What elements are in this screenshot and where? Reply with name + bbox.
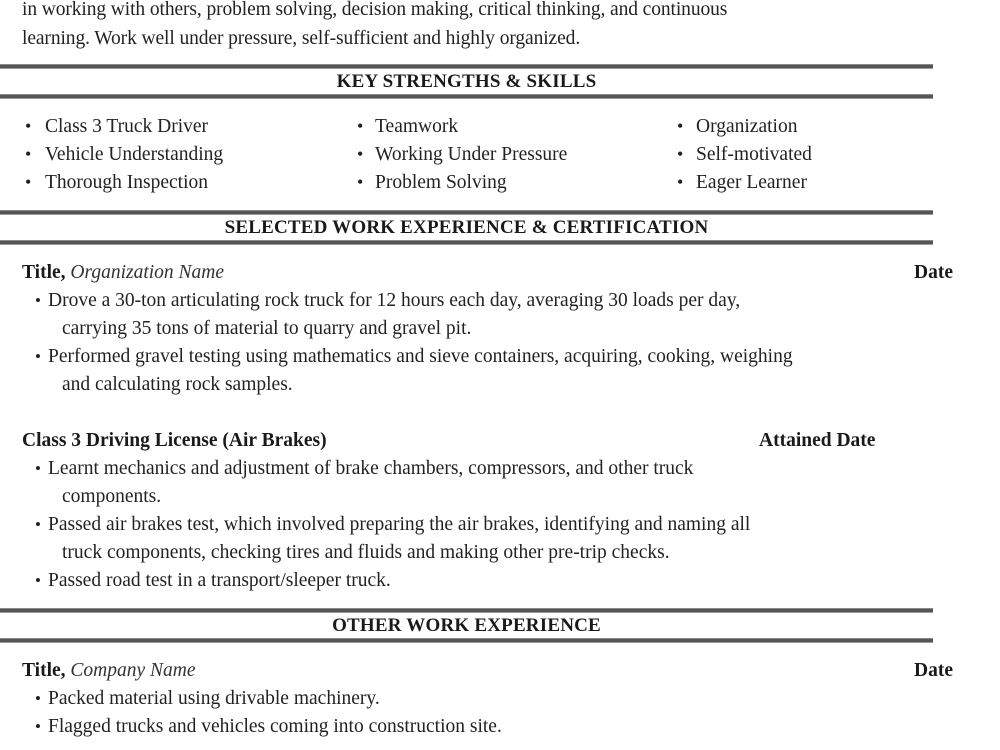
- bullet-icon: •: [25, 172, 32, 192]
- bullet-icon: •: [35, 347, 41, 366]
- bullet-item: • Passed air brakes test, which involved preparing the air brakes, identifying and naming all: [35, 514, 751, 535]
- job-title: Title: [22, 660, 61, 681]
- bullet-icon: •: [677, 172, 684, 192]
- bullet-item-continuation: and calculating rock samples.: [62, 374, 293, 395]
- bullet-icon: •: [357, 116, 364, 136]
- skill-item: • Problem Solving: [357, 172, 507, 193]
- entry-date: Attained Date: [759, 430, 876, 451]
- bullet-icon: •: [677, 144, 684, 164]
- section-rule-bottom: [0, 240, 933, 245]
- company-name: Company Name: [70, 660, 196, 681]
- bullet-item: • Packed material using drivable machinery.: [35, 688, 380, 709]
- section-heading-skills: KEY STRENGTHS & SKILLS: [336, 71, 597, 92]
- bullet-icon: •: [357, 144, 364, 164]
- skill-item: • Organization: [677, 116, 798, 137]
- section-heading-selected-experience: SELECTED WORK EXPERIENCE & CERTIFICATION: [224, 217, 709, 238]
- bullet-icon: •: [357, 172, 364, 192]
- bullet-icon: •: [35, 689, 41, 708]
- organization-name: Organization Name: [70, 262, 225, 283]
- bullet-item: • Flagged trucks and vehicles coming into construction site.: [35, 716, 502, 737]
- bullet-item-continuation: components.: [62, 486, 162, 507]
- bullet-icon: •: [35, 717, 41, 736]
- entry-title: [22, 430, 327, 452]
- skill-item: • Thorough Inspection: [25, 172, 209, 193]
- bullet-item: • Passed road test in a transport/sleeper truck.: [35, 570, 391, 591]
- bullet-item: • Performed gravel testing using mathematics and sieve containers, acquiring, cooking, weighing: [35, 346, 793, 367]
- section-rule-top: [0, 64, 933, 69]
- section-heading-other-experience: OTHER WORK EXPERIENCE: [332, 615, 601, 636]
- certification-title: Class 3 Driving License (Air Brakes): [22, 430, 327, 451]
- entry-title: Title, Company Name: [22, 660, 196, 681]
- skill-item: • Working Under Pressure: [357, 144, 568, 165]
- bullet-icon: •: [35, 515, 41, 534]
- bullet-icon: •: [35, 459, 41, 478]
- bullet-item: • Drove a 30-ton articulating rock truck for 12 hours each day, averaging 30 loads per day,: [35, 290, 741, 311]
- bullet-item-continuation: carrying 35 tons of material to quarry and gravel pit.: [62, 318, 472, 339]
- bullet-icon: •: [25, 144, 32, 164]
- summary-line-2: learning. Work well under pressure, self-sufficient and highly organized.: [22, 28, 581, 49]
- section-rule-top: [0, 608, 933, 613]
- summary-line-1: in working with others, problem solving, decision making, critical thinking, and continuous: [22, 0, 728, 20]
- bullet-icon: •: [677, 116, 684, 136]
- bullet-item: • Learnt mechanics and adjustment of brake chambers, compressors, and other truck: [35, 458, 694, 479]
- job-title: Title: [22, 262, 61, 283]
- skill-item: • Eager Learner: [677, 172, 807, 193]
- bullet-icon: •: [25, 116, 32, 136]
- entry-title: Title, Organization Name: [22, 262, 225, 283]
- section-rule-top: [0, 210, 933, 215]
- bullet-icon: •: [35, 571, 41, 590]
- section-rule-bottom: [0, 638, 933, 643]
- skill-item: • Teamwork: [357, 116, 459, 137]
- bullet-item-continuation: truck components, checking tires and fluids and making other pre-trip checks.: [62, 542, 670, 563]
- entry-date: Date: [914, 660, 953, 681]
- entry-date: Date: [914, 262, 953, 283]
- skill-item: • Vehicle Understanding: [25, 144, 224, 165]
- skill-item: • Class 3 Truck Driver: [25, 116, 209, 137]
- bullet-icon: •: [35, 291, 41, 310]
- section-rule-bottom: [0, 94, 933, 99]
- skill-item: • Self-motivated: [677, 144, 812, 165]
